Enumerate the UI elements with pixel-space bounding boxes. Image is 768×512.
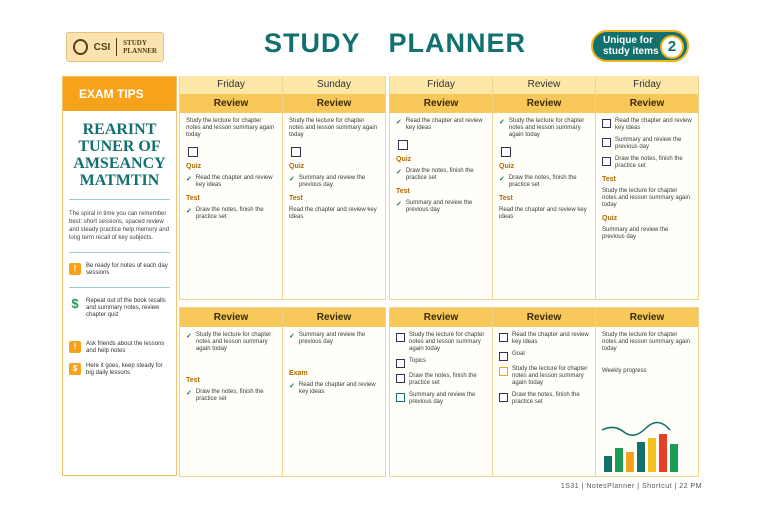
dollar-icon: $ — [71, 296, 79, 311]
task-item — [493, 327, 595, 346]
task-checkbox[interactable] — [499, 367, 508, 376]
task-item — [390, 353, 492, 368]
task-text: Goal — [512, 351, 525, 357]
day-header: Friday — [596, 76, 698, 94]
chart-bar — [637, 442, 645, 472]
task-checkbox[interactable] — [501, 147, 511, 157]
logo-right-text — [123, 39, 157, 55]
quiz-label: Quiz — [602, 215, 618, 222]
task-checkbox[interactable] — [396, 333, 405, 342]
task-checkbox-checked[interactable] — [396, 393, 405, 402]
task-text: Read the chapter and review key ideas — [298, 382, 376, 395]
task-checkbox[interactable] — [602, 138, 611, 147]
badge-line1: Unique for — [603, 35, 653, 46]
chart-bar — [615, 448, 623, 472]
sidebar-paragraph: The spiral in time you can remember best: short sessions, spaced review and steady practice help memory and long term recall of key subjects. — [69, 211, 170, 241]
check-icon: ✓ — [499, 119, 505, 126]
tip-item — [63, 341, 176, 355]
tip-item — [63, 363, 176, 377]
check-icon: ✓ — [289, 176, 295, 183]
tip-item — [63, 263, 176, 277]
logo-divider — [116, 38, 117, 56]
task-text: Study the lecture for chapter notes and lesson summary again today — [602, 188, 691, 208]
task-text: Study the lecture for chapter notes and lesson summary again today — [186, 118, 275, 138]
task-item — [180, 327, 282, 353]
review-header: Review — [180, 308, 282, 327]
review-header: Review — [283, 94, 385, 113]
review-header: Review — [596, 94, 698, 113]
task-text: Read the chapter and review key ideas — [195, 175, 273, 188]
task-item — [283, 113, 385, 139]
exam-tips-tab[interactable]: EXAM TIPS — [63, 77, 176, 111]
quiz-label: Quiz — [396, 156, 412, 163]
quiz-label: Quiz — [186, 163, 202, 170]
logo — [66, 32, 164, 62]
tip-text: Here it goes, keep steady for big daily lessons — [86, 363, 163, 376]
review-column — [282, 307, 386, 477]
sidebar-divider — [69, 199, 170, 200]
task-item — [596, 151, 698, 170]
task-text: Study the lecture for chapter notes and lesson summary again today — [512, 366, 588, 386]
test-label: Test — [396, 188, 410, 195]
task-text: Draw the notes, finish the practice set — [409, 373, 477, 386]
task-checkbox[interactable] — [499, 393, 508, 402]
sidebar-title: REARINT TUNER OF AMSEANCY MATMTIN — [73, 121, 166, 189]
exam-label: Exam — [289, 370, 308, 377]
task-text: Summary and review the previous day — [615, 137, 682, 150]
test-label: Test — [186, 195, 200, 202]
badge-text — [603, 35, 659, 57]
task-text: Read the chapter and review key ideas — [405, 118, 483, 131]
task-item — [596, 327, 698, 353]
task-item — [180, 384, 282, 403]
review-header: Review — [596, 308, 698, 327]
task-item — [283, 377, 385, 396]
task-item — [390, 387, 492, 406]
alert-icon: ! — [69, 263, 81, 275]
check-icon: ✓ — [186, 333, 192, 340]
review-column — [492, 307, 596, 477]
task-item — [493, 202, 595, 221]
title-word-1: STUDY — [263, 28, 361, 58]
task-checkbox[interactable] — [602, 157, 611, 166]
chart-bar — [604, 456, 612, 472]
task-text: Summary and review the previous day — [405, 200, 473, 213]
task-checkbox[interactable] — [291, 147, 301, 157]
test-label: Test — [186, 377, 200, 384]
tip-text: Be ready for notes of each day sessions — [86, 263, 168, 276]
task-checkbox[interactable] — [188, 147, 198, 157]
progress-chart — [600, 420, 688, 474]
task-text: Summary and review the previous day — [298, 175, 366, 188]
task-checkbox[interactable] — [396, 359, 405, 368]
review-column — [179, 307, 283, 477]
day-column — [492, 76, 596, 300]
task-item — [493, 113, 595, 139]
task-checkbox[interactable] — [396, 374, 405, 383]
task-item — [180, 113, 282, 139]
task-checkbox[interactable] — [398, 140, 408, 150]
dollar-icon: $ — [69, 363, 81, 375]
logo-mark-icon — [73, 39, 88, 55]
chart-bar — [648, 438, 656, 472]
check-icon: ✓ — [396, 119, 402, 126]
task-item — [390, 327, 492, 353]
test-label: Test — [289, 195, 303, 202]
exam-tips-sidebar — [62, 76, 177, 476]
task-item — [283, 327, 385, 346]
test-label: Test — [499, 195, 513, 202]
review-column — [389, 307, 493, 477]
task-text: Topics — [409, 358, 427, 364]
task-item — [493, 170, 595, 189]
logo-right-line2: PLANNER — [123, 47, 157, 55]
footer-info: 1S31 | NotesPlanner | Shortcut | 22 PM — [560, 483, 702, 490]
title-word-2: PLANNER — [388, 28, 527, 58]
chart-bar — [659, 434, 667, 472]
task-text: Summary and review the previous day — [409, 392, 476, 405]
task-text: Draw the notes, finish the practice set — [512, 392, 580, 405]
quiz-label: Quiz — [289, 163, 305, 170]
task-item — [596, 132, 698, 151]
task-text: Study the lecture for chapter notes and lesson summary again today — [602, 332, 691, 352]
task-item — [493, 387, 595, 406]
logo-right-line1: STUDY — [123, 39, 147, 47]
check-icon: ✓ — [396, 169, 402, 176]
tip-item — [63, 298, 176, 319]
day-header: Friday — [180, 76, 282, 94]
quiz-label: Quiz — [499, 163, 515, 170]
check-icon: ✓ — [186, 208, 192, 215]
review-header: Review — [390, 308, 492, 327]
trend-line — [602, 422, 670, 435]
chart-bar — [670, 444, 678, 472]
task-text: Summary and review the previous day — [602, 227, 669, 240]
page-title — [200, 28, 590, 59]
task-item — [390, 163, 492, 182]
day-header: Review — [493, 76, 595, 94]
check-icon: ✓ — [499, 176, 505, 183]
task-checkbox[interactable] — [602, 119, 611, 128]
task-item — [180, 170, 282, 189]
task-text: Study the lecture for chapter notes and lesson summary again today — [508, 118, 585, 138]
check-icon: ✓ — [289, 333, 295, 340]
task-text: Study the lecture for chapter notes and lesson summary again today — [289, 118, 378, 138]
day-header: Sunday — [283, 76, 385, 94]
task-text: Read the chapter and review key ideas — [499, 207, 587, 220]
task-item — [596, 183, 698, 209]
task-text: Read the chapter and review key ideas — [615, 118, 692, 131]
study-badge[interactable] — [591, 30, 689, 62]
day-column — [595, 76, 699, 300]
task-item — [283, 202, 385, 221]
task-item — [180, 202, 282, 221]
day-header: Friday — [390, 76, 492, 94]
task-text: Study the lecture for chapter notes and lesson summary again today — [195, 332, 272, 352]
task-item — [390, 113, 492, 132]
day-column — [389, 76, 493, 300]
check-icon: ✓ — [186, 390, 192, 397]
task-text: Study the lecture for chapter notes and lesson summary again today — [409, 332, 485, 352]
task-item — [493, 346, 595, 361]
task-text: Summary and review the previous day — [298, 332, 366, 345]
badge-line2: study items — [603, 46, 659, 57]
task-checkbox[interactable] — [499, 333, 508, 342]
review-header: Review — [180, 94, 282, 113]
weekly-progress-label: Weekly progress — [602, 368, 647, 374]
task-text: Draw the notes, finish the practice set — [195, 389, 264, 402]
tip-text: Ask friends about the lessons and help notes — [86, 341, 165, 354]
task-text: Draw the notes, finish the practice set — [615, 156, 683, 169]
task-text: Draw the notes, finish the practice set — [405, 168, 474, 181]
chart-bar — [626, 452, 634, 472]
task-item — [596, 222, 698, 241]
task-text: Draw the notes, finish the practice set — [195, 207, 264, 220]
logo-left-text: CSI — [93, 41, 111, 53]
task-item — [596, 113, 698, 132]
task-item — [283, 170, 385, 189]
sidebar-divider-2 — [69, 252, 170, 253]
task-text: Read the chapter and review key ideas — [289, 207, 377, 220]
alert-icon: ! — [69, 341, 81, 353]
badge-number: 2 — [660, 35, 684, 59]
task-item — [390, 195, 492, 214]
task-item — [390, 368, 492, 387]
day-column — [282, 76, 386, 300]
test-label: Test — [602, 176, 616, 183]
check-icon: ✓ — [289, 383, 295, 390]
review-header: Review — [493, 308, 595, 327]
task-item — [493, 361, 595, 387]
check-icon: ✓ — [186, 176, 192, 183]
sidebar-divider-3 — [69, 287, 170, 288]
review-header: Review — [283, 308, 385, 327]
review-header: Review — [493, 94, 595, 113]
check-icon: ✓ — [396, 201, 402, 208]
review-header: Review — [390, 94, 492, 113]
task-checkbox[interactable] — [499, 352, 508, 361]
task-text: Read the chapter and review key ideas — [512, 332, 589, 345]
task-text: Draw the notes, finish the practice set — [508, 175, 577, 188]
day-column — [179, 76, 283, 300]
task-item — [596, 363, 698, 375]
tip-text: Repeat out of the book recalls and summary notes, review chapter quiz — [86, 298, 166, 318]
